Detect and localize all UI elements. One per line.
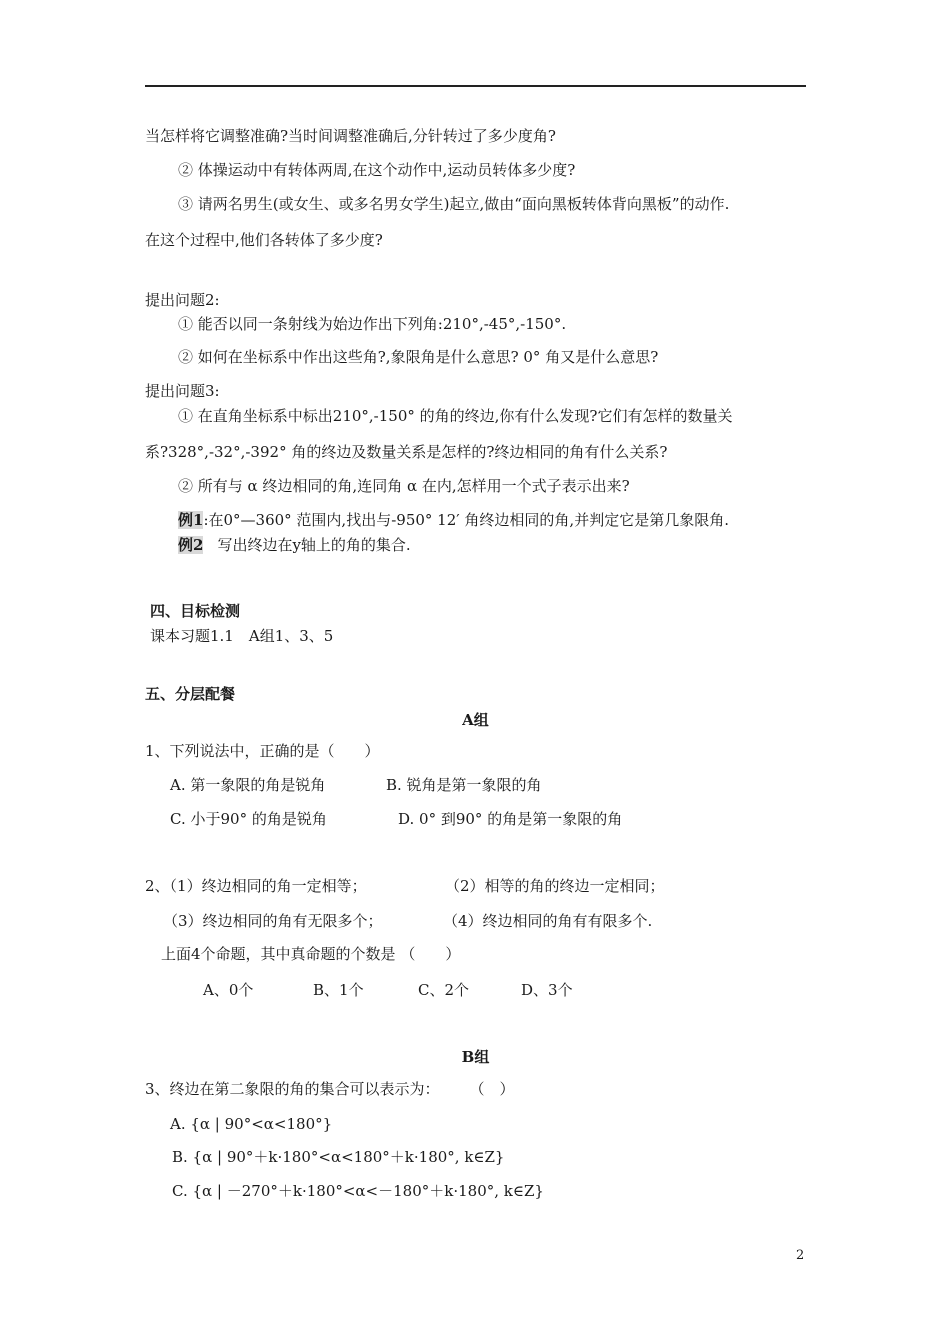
example-text: 写出终边在y轴上的角的集合. bbox=[217, 536, 411, 554]
example-1 bbox=[178, 510, 729, 530]
text-line: 当怎样将它调整准确?当时间调整准确后,分针转过了多少度角? bbox=[145, 127, 556, 145]
example-label: 例2 bbox=[178, 536, 204, 554]
option-b: B、1个 bbox=[313, 981, 364, 999]
text-line: 系?328°,-32°,-392° 角的终边及数量关系是怎样的?终边相同的角有什么关系? bbox=[145, 443, 668, 461]
text-line: 课本习题1.1 A组1、3、5 bbox=[150, 627, 334, 645]
question-2-line: 2、（1）终边相同的角一定相等； bbox=[145, 877, 367, 895]
question-2-line: （2）相等的角的终边一定相同； bbox=[445, 877, 665, 895]
question-3: 3、终边在第二象限的角的集合可以表示为： （ ） bbox=[145, 1080, 515, 1098]
option-c: C、2个 bbox=[418, 981, 470, 999]
option-d: D、3个 bbox=[521, 981, 573, 999]
question-1: 1、下列说法中，正确的是（ ） bbox=[145, 742, 380, 760]
page-number: 2 bbox=[796, 1248, 805, 1263]
question-2-line: （4）终边相同的角有有限多个. bbox=[443, 912, 653, 930]
option-a: A. 第一象限的角是锐角 bbox=[170, 776, 326, 794]
section4-heading: 四、目标检测 bbox=[150, 602, 241, 620]
problem3-heading: 提出问题3: bbox=[145, 382, 220, 400]
text-line: ② 体操运动中有转体两周,在这个动作中,运动员转体多少度? bbox=[178, 161, 576, 179]
option-c: C. {α | －270°＋k·180°<α<－180°＋k·180°, k∈Z} bbox=[172, 1182, 544, 1200]
option-a: A、0个 bbox=[203, 981, 254, 999]
group-b-heading: B组 bbox=[461, 1048, 490, 1066]
example-text: :在0°—360° 范围内,找出与-950° 12′ 角终边相同的角,并判定它是第几象限角. bbox=[203, 511, 729, 529]
option-c: C. 小于90° 的角是锐角 bbox=[170, 810, 327, 828]
option-b: B. {α | 90°＋k·180°<α<180°＋k·180°, k∈Z} bbox=[172, 1148, 505, 1166]
section5-heading: 五、分层配餐 bbox=[145, 685, 236, 703]
question-2-line: （3）终边相同的角有无限多个； bbox=[163, 912, 383, 930]
text-line: ② 所有与 α 终边相同的角,连同角 α 在内,怎样用一个式子表示出来? bbox=[178, 477, 630, 495]
text-line: 在这个过程中,他们各转体了多少度? bbox=[145, 231, 383, 249]
text-line: ① 能否以同一条射线为始边作出下列角:210°,-45°,-150°. bbox=[178, 315, 567, 333]
text-line: ② 如何在坐标系中作出这些角?,象限角是什么意思? 0° 角又是什么意思? bbox=[178, 348, 659, 366]
header-rule bbox=[145, 85, 806, 87]
option-a: A. {α | 90°<α<180°} bbox=[170, 1115, 333, 1133]
option-b: B. 锐角是第一象限的角 bbox=[386, 776, 542, 794]
text-line: ③ 请两名男生(或女生、或多名男女学生)起立,做由“面向黑板转体背向黑板”的动作. bbox=[178, 195, 730, 213]
text-line: ① 在直角坐标系中标出210°,-150° 的角的终边,你有什么发现?它们有怎样的数量关 bbox=[178, 407, 733, 425]
example-2 bbox=[178, 535, 411, 555]
problem2-heading: 提出问题2: bbox=[145, 291, 220, 309]
question-2-prompt: 上面4个命题，其中真命题的个数是 （ ） bbox=[161, 945, 461, 963]
option-d: D. 0° 到90° 的角是第一象限的角 bbox=[398, 810, 623, 828]
group-a-heading: A组 bbox=[462, 711, 489, 729]
example-label: 例1 bbox=[178, 511, 204, 529]
